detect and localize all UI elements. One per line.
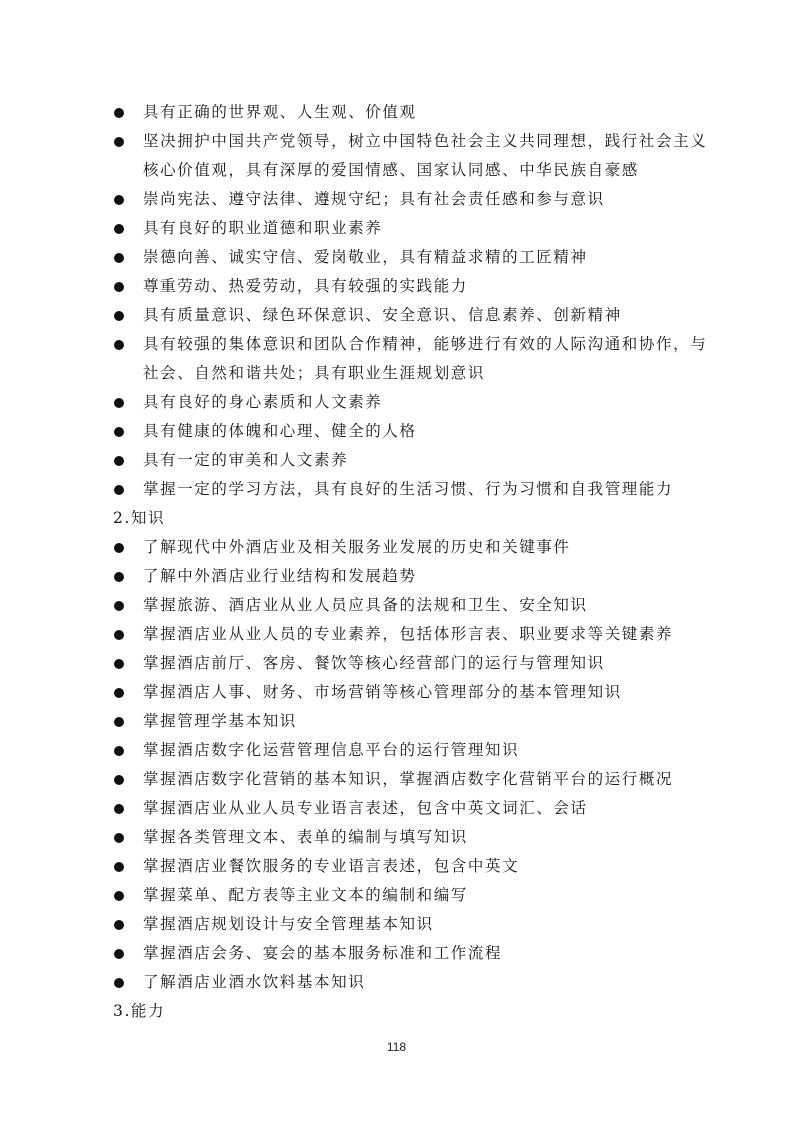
bullet-icon — [114, 601, 124, 611]
bullet-icon — [114, 659, 124, 669]
list-item: 掌握酒店前厅、客房、餐饮等核心经营部门的运行与管理知识 — [0, 649, 793, 678]
list-item: 具有较强的集体意识和团队合作精神，能够进行有效的人际沟通和协作，与社会、自然和谐共处；具有职业生涯规划意识 — [0, 330, 793, 388]
list-item: 掌握旅游、酒店业从业人员应具备的法规和卫生、安全知识 — [0, 591, 793, 620]
bullet-icon — [114, 775, 124, 785]
list-item: 坚决拥护中国共产党领导，树立中国特色社会主义共同理想，践行社会主义核心价值观，具有深厚的爱国情感、国家认同感、中华民族自豪感 — [0, 127, 793, 185]
list-item: 掌握菜单、配方表等主业文本的编制和编写 — [0, 881, 793, 910]
list-item: 掌握酒店人事、财务、市场营销等核心管理部分的基本管理知识 — [0, 678, 793, 707]
bullet-icon — [114, 572, 124, 582]
bullet-icon — [114, 195, 124, 205]
bullet-icon — [114, 746, 124, 756]
bullet-icon — [114, 456, 124, 466]
bullet-icon — [114, 891, 124, 901]
bullet-icon — [114, 688, 124, 698]
list-item: 掌握酒店业从业人员的专业素养，包括体形言表、职业要求等关键素养 — [0, 620, 793, 649]
list-item: 掌握酒店数字化运营管理信息平台的运行管理知识 — [0, 736, 793, 765]
list-item: 掌握各类管理文本、表单的编制与填写知识 — [0, 823, 793, 852]
bullet-icon — [114, 108, 124, 118]
list-item: 具有良好的职业道德和职业素养 — [0, 214, 793, 243]
list-item: 掌握酒店规划设计与安全管理基本知识 — [0, 910, 793, 939]
section-heading: 3.能力 — [113, 1002, 166, 1020]
section-heading: 2.知识 — [113, 509, 166, 527]
list-item: 崇尚宪法、遵守法律、遵规守纪；具有社会责任感和参与意识 — [0, 185, 793, 214]
bullet-icon — [114, 340, 124, 350]
bullet-icon — [114, 949, 124, 959]
list-item: 具有质量意识、绿色环保意识、安全意识、信息素养、创新精神 — [0, 301, 793, 330]
bullet-icon — [114, 311, 124, 321]
bullet-icon — [114, 717, 124, 727]
section-abilities — [0, 997, 793, 1026]
list-item: 崇德向善、诚实守信、爱岗敬业，具有精益求精的工匠精神 — [0, 243, 793, 272]
bullet-icon — [114, 862, 124, 872]
list-item: 了解中外酒店业行业结构和发展趋势 — [0, 562, 793, 591]
bullet-icon — [114, 282, 124, 292]
list-item: 掌握酒店会务、宴会的基本服务标准和工作流程 — [0, 939, 793, 968]
bullet-icon — [114, 804, 124, 814]
list-item: 掌握一定的学习方法，具有良好的生活习惯、行为习惯和自我管理能力 — [0, 475, 793, 504]
bullet-icon — [114, 253, 124, 263]
bullet-icon — [114, 630, 124, 640]
bullet-icon — [114, 427, 124, 437]
list-item: 具有良好的身心素质和人文素养 — [0, 388, 793, 417]
bullet-icon — [114, 137, 124, 147]
list-item: 掌握酒店数字化营销的基本知识，掌握酒店数字化营销平台的运行概况 — [0, 765, 793, 794]
bullet-icon — [114, 398, 124, 408]
page-content — [0, 98, 793, 1026]
section-qualities — [0, 98, 793, 504]
list-item: 了解现代中外酒店业及相关服务业发展的历史和关键事件 — [0, 533, 793, 562]
bullet-icon — [114, 833, 124, 843]
list-item: 尊重劳动、热爱劳动，具有较强的实践能力 — [0, 272, 793, 301]
bullet-icon — [114, 978, 124, 988]
bullet-icon — [114, 920, 124, 930]
list-item: 具有正确的世界观、人生观、价值观 — [0, 98, 793, 127]
page-number: 118 — [386, 1040, 407, 1054]
bullet-icon — [114, 543, 124, 553]
list-item: 掌握管理学基本知识 — [0, 707, 793, 736]
list-item: 具有一定的审美和人文素养 — [0, 446, 793, 475]
list-item: 掌握酒店业从业人员专业语言表述，包含中英文词汇、会话 — [0, 794, 793, 823]
list-item: 具有健康的体魄和心理、健全的人格 — [0, 417, 793, 446]
bullet-icon — [114, 485, 124, 495]
bullet-icon — [114, 224, 124, 234]
section-knowledge — [0, 504, 793, 997]
list-item: 了解酒店业酒水饮料基本知识 — [0, 968, 793, 997]
list-item: 掌握酒店业餐饮服务的专业语言表述，包含中英文 — [0, 852, 793, 881]
